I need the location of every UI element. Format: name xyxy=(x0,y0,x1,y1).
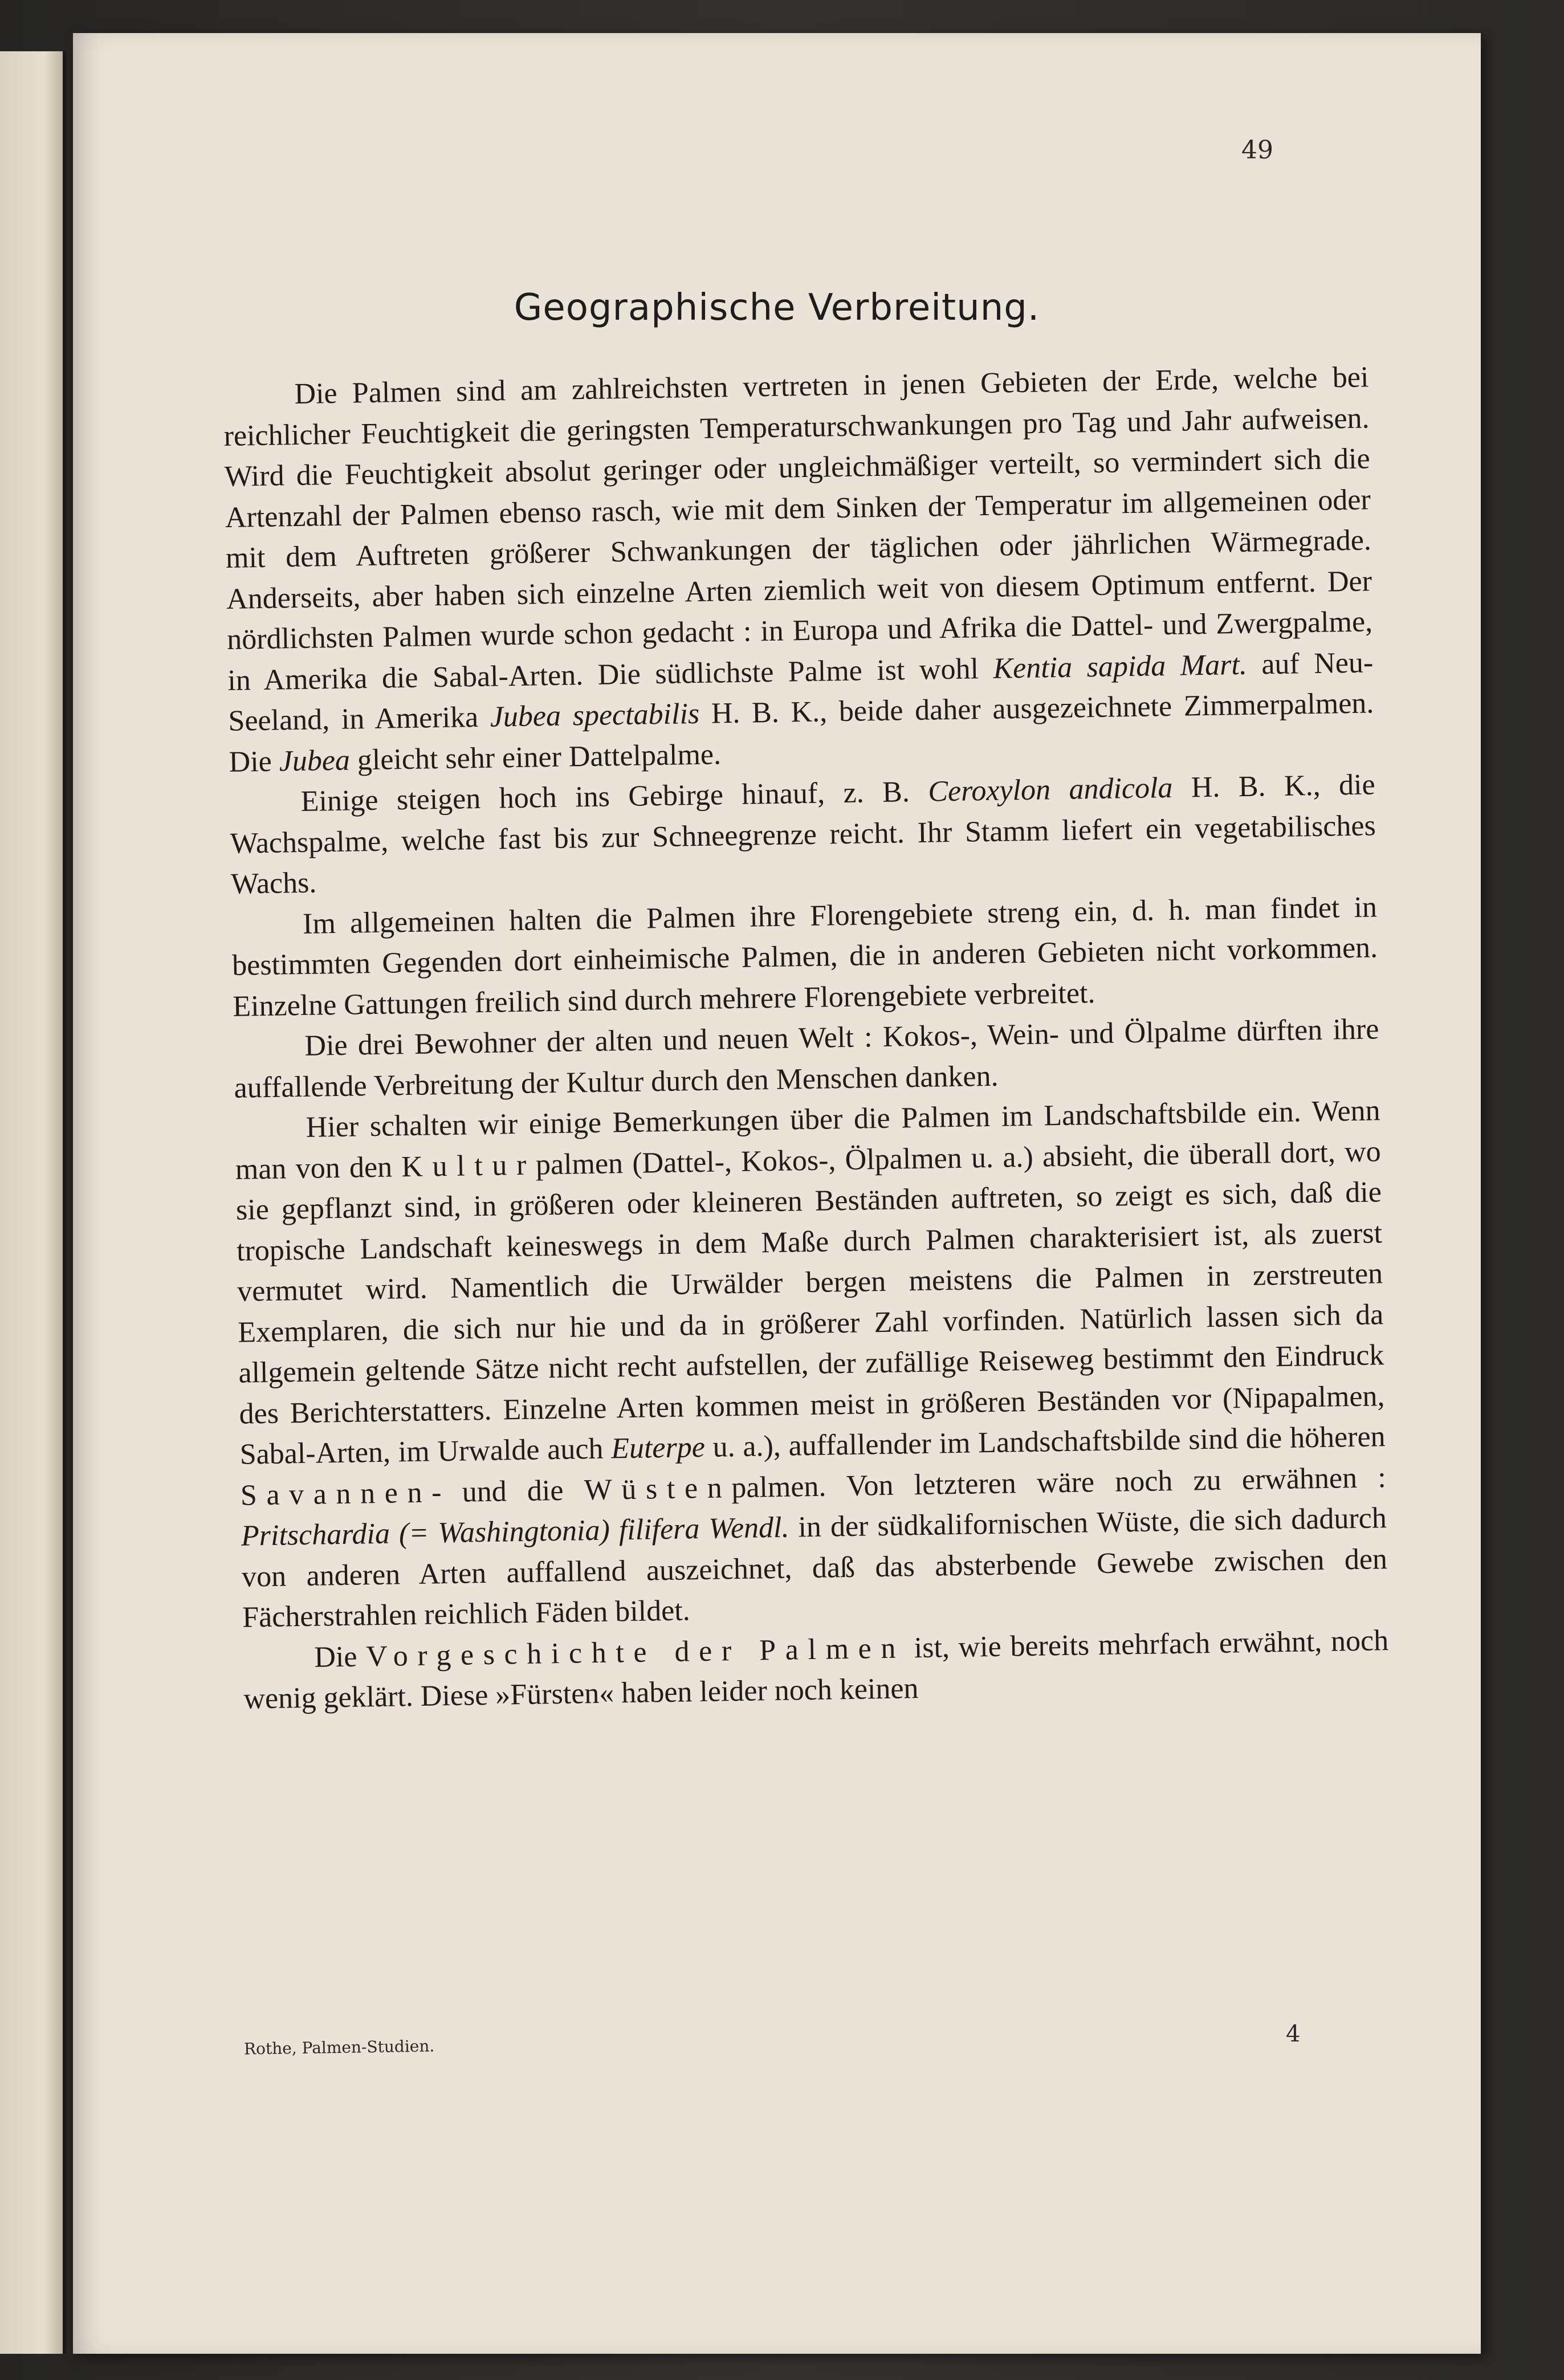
spaced-word-kultur: Kultur xyxy=(401,1148,536,1183)
paragraph-3: Im allgemeinen halten die Palmen ihre Florengebiete streng ein, d. h. man findet in bestimmten Gegenden dort einheimische Palmen, die in anderen Gebieten nicht vorkommen. Einzelne Gattungen freilich sind durch mehrere Florengebiete verbreitet. xyxy=(231,890,1378,1023)
paragraph-2-text-b: H. B. K., die Wachspalme, welche fast bis zur Schneegrenze reicht. Ihr Stamm liefert ein vegetabilisches Wachs. xyxy=(230,768,1376,900)
paragraph-1-text-c: H. B. K., beide daher ausgezeichnete Zimmerpalmen. Die xyxy=(229,687,1374,779)
species-jubea-spectabilis: Jubea spectabilis xyxy=(490,697,700,733)
paragraph-1 xyxy=(223,357,1375,782)
page-title: Geographische Verbreitung. xyxy=(514,287,1040,329)
paragraph-1-text-a: Die Palmen sind am zahlreichsten vertreten in jenen Gebieten der Erde, welche bei reichlicher Feuchtigkeit die geringsten Temperaturschwankungen pro Tag und Jahr aufweisen. Wird die Feuchtigkeit absolut geringer oder ungleichmäßiger verteilt, so vermindert sich die Artenzahl der Palmen ebenso rasch, wie mit dem Sinken der Temperatur im allgemeinen oder mit dem Auftreten größerer Schwankungen der täglichen oder jährlichen Wärmegrade. Anderseits, aber haben sich einzelne Arten ziemlich weit von diesem Optimum entfernt. Der nördlichsten Palmen wurde schon gedacht : in Europa und Afrika die Dattel- und Zwergpalme, in Amerika die Sabal-Arten. Die südlichste Palme ist wohl xyxy=(223,361,1373,697)
paragraph-4: Die drei Bewohner der alten und neuen Welt : Kokos-, Wein- und Ölpalme dürften ihre auffallende Verbreitung der Kultur durch den Menschen danken. xyxy=(234,1013,1379,1105)
paragraph-6-text-b: ist, wie bereits mehrfach erwähnt, noch wenig geklärt. Diese »Fürsten« haben leider noch keinen xyxy=(243,1624,1389,1715)
paragraph-5-text-d: - und die xyxy=(431,1473,585,1509)
species-kentia: Kentia sapida Mart. xyxy=(992,648,1248,685)
paragraph-5-text-f: in der südkalifornischen Wüste, die sich dadurch von anderen Arten auffallend auszeichnet, daß das absterbende Gewebe zwischen den Fächerstrahlen reichlich Fäden bildet. xyxy=(241,1502,1388,1634)
previous-page-edge xyxy=(0,51,66,2354)
body-text xyxy=(223,357,1390,1719)
species-jubea: Jubea xyxy=(279,744,351,778)
paragraph-2-text-a: Einige steigen hoch ins Gebirge hinauf, z. B. xyxy=(300,775,928,818)
paragraph-1-text-d: gleicht sehr einer Dattelpalme. xyxy=(349,737,722,777)
spaced-word-savannen: Savannen xyxy=(240,1476,432,1512)
footer-source: Rothe, Palmen-Studien. xyxy=(243,2036,435,2059)
paragraph-5-text-b: palmen (Dattel-, Kokos-, Ölpalmen u. a.) absieht, die überall dort, wo sie gepflanzt sind, in größeren oder kleineren Beständen auftreten, so zeigt es sich, daß die tropische Landschaft keineswegs in dem Maße durch Palmen charakterisiert ist, als zuerst vermutet wird. Namentlich die Urwälder bergen meistens die Palmen in zerstreuten Exemplaren, die sich nur hie und da in größerer Zahl vorfinden. Natürlich lassen sich da allgemein geltende Sätze nicht recht aufstellen, der zufällige Reiseweg bestimmt den Eindruck des Berichterstatters. Einzelne Arten kommen meist in größeren Beständen vor (Nipapalmen, Sabal-Arten, im Urwalde auch xyxy=(235,1135,1385,1471)
page-number: 49 xyxy=(1241,136,1273,165)
genus-euterpe: Euterpe xyxy=(610,1431,706,1465)
spaced-word-wuesten: Wüsten xyxy=(584,1471,732,1506)
paragraph-6-text-a: Die xyxy=(313,1640,366,1674)
paragraph-5 xyxy=(234,1090,1388,1638)
paragraph-5-text-e: palmen. Von letzteren wäre noch zu erwähnen : xyxy=(731,1461,1387,1504)
paragraph-5-text-c: u. a.), auffallender im Landschaftsbilde sind die höheren xyxy=(704,1420,1386,1464)
species-pritschardia: Pritschardia (= Washingtonia) filifera Wendl. xyxy=(241,1511,789,1552)
species-ceroxylon: Ceroxylon andicola xyxy=(927,771,1173,808)
book-page xyxy=(73,33,1481,2354)
paragraph-5-text-a: Hier schalten wir einige Bemerkungen über die Palmen im Landschaftsbilde ein. Wenn man von den xyxy=(235,1094,1380,1186)
paragraph-2 xyxy=(229,764,1376,904)
paragraph-1-text-b: auf Neu-Seeland, in Amerika xyxy=(228,646,1374,737)
spaced-words-vorgeschichte: Vorgeschichte der Palmen xyxy=(365,1631,906,1673)
footer-signature-mark: 4 xyxy=(1286,2021,1301,2047)
